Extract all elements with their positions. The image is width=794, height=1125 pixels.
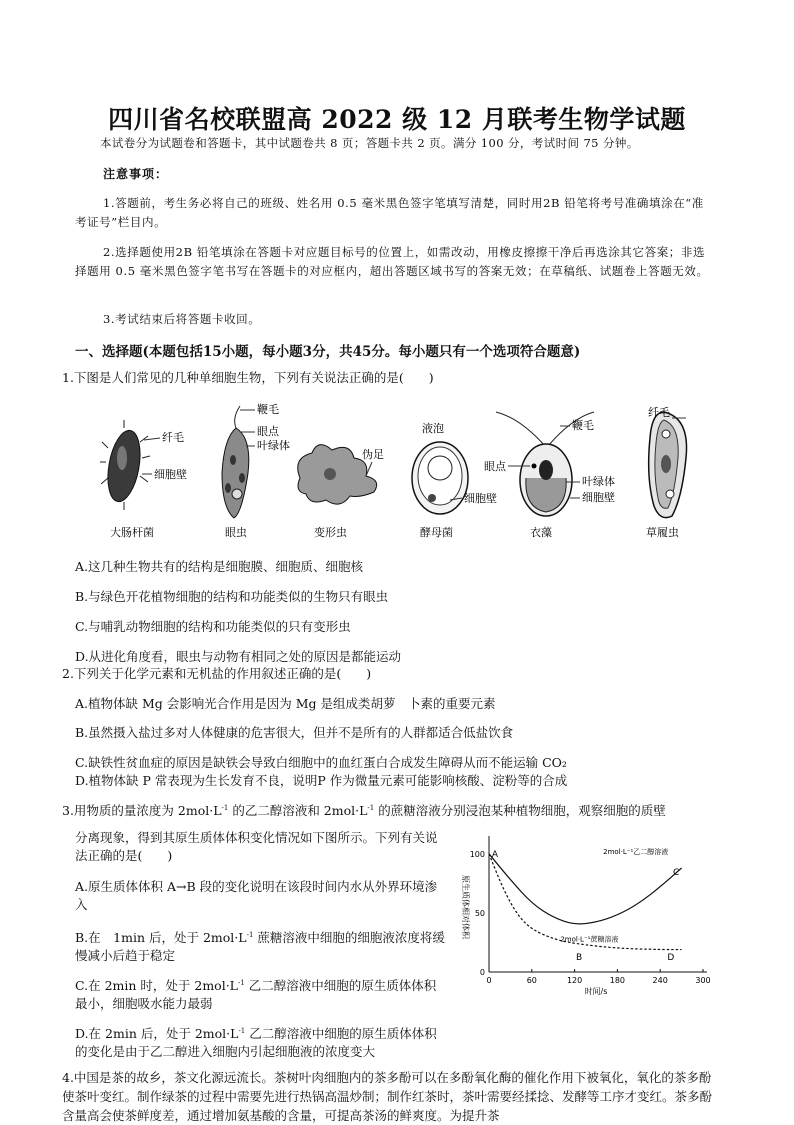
series-label-sucrose: 2mol·L⁻¹蔗糖溶液 <box>560 935 619 944</box>
y-axis-label: 原生质体相对体积 <box>461 875 470 939</box>
point-label-a: A <box>491 849 499 860</box>
organism-name-paramecium: 草履虫 <box>646 526 679 539</box>
point-label-c: C <box>673 868 680 879</box>
label-wall-2: 细胞壁 <box>464 492 497 505</box>
organism-name-chlamydomonas: 衣藻 <box>530 526 552 539</box>
x-tick-label: 180 <box>609 976 626 985</box>
label-wall-3: 细胞壁 <box>582 491 615 504</box>
notice-item-1: 1.答题前，考生务必将自己的班级、姓名用 0.5 毫米黑色签字笔填写清楚，同时用2B 铅笔将考号准确填涂在“准考证号”栏目内。 <box>75 196 704 229</box>
x-tick-label: 300 <box>695 976 711 985</box>
label-pseudopod: 伪足 <box>362 448 384 461</box>
q2-option-c: C.缺铁性贫血症的原因是缺铁会导致白细胞中的血红蛋白合成发生障碍从而不能运输 CO₂ <box>75 755 567 770</box>
paramecium-illustration <box>649 412 687 518</box>
x-tick-label: 60 <box>526 976 537 985</box>
label-eyespot-2: 眼点 <box>484 460 506 473</box>
x-axis-label: 时间/s <box>584 987 608 995</box>
label-wall-1: 细胞壁 <box>154 468 187 481</box>
notice-heading: 注意事项： <box>103 167 169 181</box>
exam-meta: 本试卷分为试题卷和答题卡，其中试题卷共 8 页；答题卡共 2 页。满分 100 分，考试时间 75 分钟。 <box>100 136 639 150</box>
label-chloroplast-1: 叶绿体 <box>257 439 290 452</box>
point-label-b: B <box>576 953 583 964</box>
series-line-0 <box>489 854 682 924</box>
notice-item-3: 3.考试结束后将答题卡收回。 <box>103 312 261 326</box>
organism-name-ecoli: 大肠杆菌 <box>110 526 154 539</box>
x-tick-label: 120 <box>566 976 583 985</box>
q3-option-a: A.原生质体体积 A→B 段的变化说明在该段时间内水从外界环境渗入 <box>75 879 438 912</box>
label-chloroplast-2: 叶绿体 <box>582 475 615 488</box>
q2-stem: 2.下列关于化学元素和无机盐的作用叙述正确的是( ) <box>62 666 372 681</box>
section-heading: 一、选择题(本题包括15小题，每小题3分，共45分。每小题只有一个选项符合题意) <box>75 344 581 360</box>
label-vacuole: 液泡 <box>422 422 444 435</box>
yeast-illustration <box>412 442 468 514</box>
q3-option-b: B.在 1min 后，处于 $2mol\cdot L^{-1}$ 蔗糖溶液中细胞的细胞液浓度将缓慢减小后趋于稳定 <box>75 930 445 964</box>
q3-volume-chart <box>455 830 715 995</box>
q3-stem: 3.用物质的量浓度为 $2mol\cdot L^{-1}$ 的乙二醇溶液和 $2mol\cdot L^{-1}$ 的蔗糖溶液分别浸泡某种植物细胞，观察细胞的质壁 <box>62 803 666 819</box>
label-eyespot-1: 眼点 <box>257 425 279 438</box>
q3-option-c: C.在 2min 时，处于 $2mol\cdot L^{-1}$ 乙二醇溶液中细胞的原生质体体积最小，细胞吸水能力最弱 <box>75 978 437 1012</box>
q2-option-a: A.植物体缺 Mg 会影响光合作用是因为 Mg 是组成类胡萝 卜素的重要元素 <box>75 696 496 711</box>
y-tick-label: 50 <box>474 908 485 918</box>
label-cilia-1: 纤毛 <box>162 431 184 444</box>
q1-option-b: B.与绿色开花植物细胞的结构和功能类似的生物只有眼虫 <box>75 589 389 604</box>
q1-option-a: A.这几种生物共有的结构是细胞膜、细胞质、细胞核 <box>75 559 364 574</box>
x-tick-label: 0 <box>486 976 492 985</box>
label-flagellum-2: 鞭毛 <box>572 419 594 432</box>
notice-item-2: 2.选择题使用2B 铅笔填涂在答题卡对应题目标号的位置上，如需改动，用橡皮擦擦干净后再选涂其它答案；非选择题用 0.5 毫米黑色签字笔书写在答题卡的对应框内，超出答题区域书写的答案无效；在草稿纸、试题卷上答题无效。 <box>75 245 709 278</box>
y-tick-label: 100 <box>469 849 485 859</box>
ecoli-illustration <box>100 420 150 510</box>
q1-stem: 1.下图是人们常见的几种单细胞生物，下列有关说法正确的是( ) <box>62 370 434 385</box>
organism-name-yeast: 酵母菌 <box>420 526 453 539</box>
point-label-d: D <box>667 953 675 964</box>
q4-text: 4.中国是茶的故乡，茶文化源远流长。茶树叶肉细胞内的茶多酚可以在多酚氧化酶的催化作用下被氧化，氧化的茶多酚使茶叶变红。制作绿茶的过程中需要先进行热锅高温炒制；制作红茶时，茶叶需要经揉捻、发酵等工序才变红。茶多酚含量高会使茶鲜度差，通过增加氨基酸的含量，可提高茶汤的鲜爽度。为提升茶 <box>62 1070 713 1123</box>
organism-name-amoeba: 变形虫 <box>314 526 347 539</box>
q1-option-d: D.从进化角度看，眼虫与动物有相同之处的原因是都能运动 <box>75 649 402 664</box>
q3-option-d: D.在 2min 后，处于 $2mol\cdot L^{-1}$ 乙二醇溶液中细胞的原生质体体积的变化是由于乙二醇进入细胞内引起细胞液的浓度变大 <box>75 1026 437 1060</box>
label-cilia-2: 纤毛 <box>648 406 670 419</box>
q2-option-d: D.植物体缺 P 常表现为生长发育不良，说明P 作为微量元素可能影响核酸、淀粉等的合成 <box>75 773 568 788</box>
series-label-ethylene-glycol: 2mol·L⁻¹乙二醇溶液 <box>603 847 669 856</box>
label-flagellum-1: 鞭毛 <box>257 403 279 416</box>
x-tick-label: 240 <box>652 976 668 985</box>
euglena-illustration <box>222 406 249 518</box>
y-tick-label: 0 <box>479 968 485 977</box>
organism-name-euglena: 眼虫 <box>225 526 247 539</box>
q2-option-b: B.虽然摄入盐过多对人体健康的危害很大，但并不是所有的人群都适合低盐饮食 <box>75 725 514 740</box>
q3-stem-continued: 分离现象，得到其原生质体体积变化情况如下图所示。下列有关说法正确的是( ) <box>75 830 438 863</box>
q1-option-c: C.与哺乳动物细胞的结构和功能类似的只有变形虫 <box>75 619 351 634</box>
q1-organism-figure <box>100 398 700 546</box>
page-title: 四川省名校联盟高 2022 级 12 月联考生物学试题 <box>108 105 686 134</box>
